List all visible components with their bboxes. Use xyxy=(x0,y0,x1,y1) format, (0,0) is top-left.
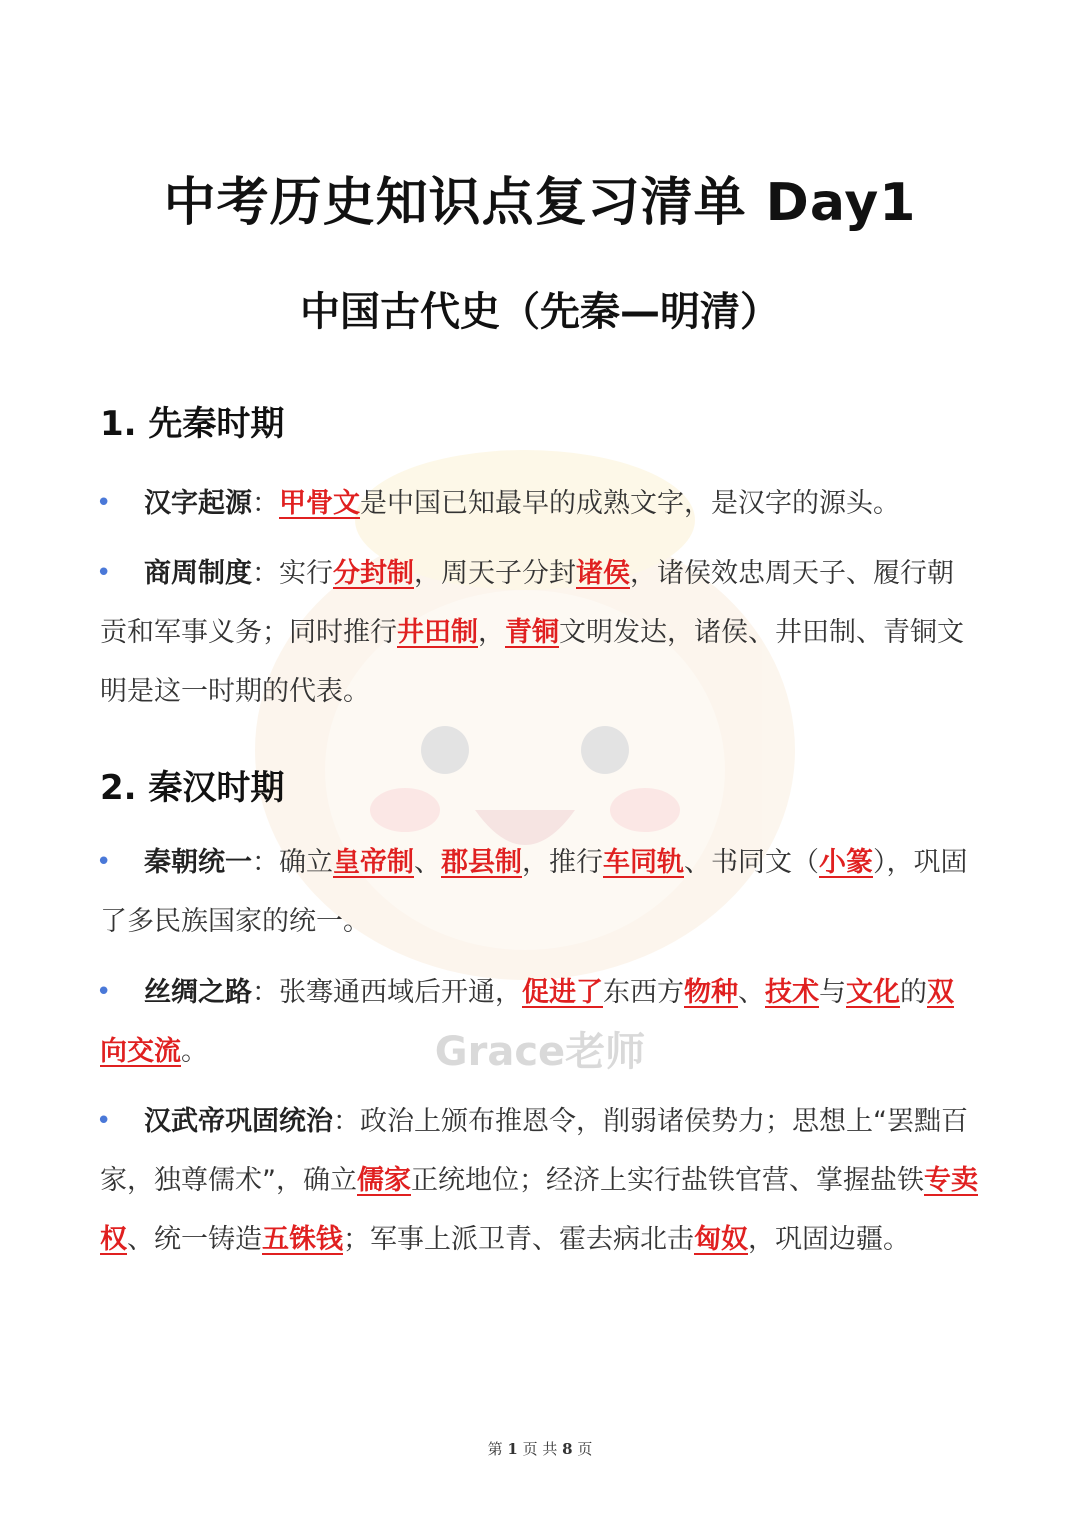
list-item xyxy=(96,474,980,533)
page-title: 中考历史知识点复习清单 Day1 xyxy=(163,173,917,233)
item-text: 与 xyxy=(819,977,846,1008)
item-text: 、书同文（ xyxy=(684,847,819,878)
section-heading: 1. 先秦时期 xyxy=(100,404,285,444)
item-text: ；军事上派卫青、霍去病北击 xyxy=(343,1224,694,1255)
item-text: ，诸侯效忠周天子、履行朝贡和军事义务；同时推行 xyxy=(100,558,954,648)
item-label: 丝绸之路 xyxy=(144,977,252,1008)
bullet-icon: • xyxy=(96,847,112,877)
item-separator: ： xyxy=(333,1106,360,1137)
item-text: 。 xyxy=(181,1036,208,1067)
highlight-term: 五铢钱 xyxy=(262,1224,343,1255)
item-text: 确立 xyxy=(279,847,333,878)
highlight-term: 郡县制 xyxy=(441,847,522,878)
highlight-term: 诸侯 xyxy=(576,558,630,589)
item-text: ，周天子分封 xyxy=(414,558,576,589)
bullet-icon: • xyxy=(96,977,112,1007)
page-footer xyxy=(0,1438,1080,1459)
highlight-term: 井田制 xyxy=(397,617,478,648)
item-text: 东西方 xyxy=(603,977,684,1008)
highlight-term: 技术 xyxy=(765,977,819,1008)
watermark-text: Grace老师 xyxy=(434,1029,646,1075)
item-separator: ： xyxy=(252,558,279,589)
page-total: 8 xyxy=(562,1440,573,1458)
highlight-term: 甲骨文 xyxy=(279,488,360,519)
section-heading: 2. 秦汉时期 xyxy=(100,768,285,808)
page-subtitle: 中国古代史（先秦—明清） xyxy=(300,289,780,335)
item-label: 汉字起源 xyxy=(144,488,252,519)
page-number: 1 xyxy=(507,1440,518,1458)
item-text: ，推行 xyxy=(522,847,603,878)
list-item xyxy=(96,1092,980,1269)
item-text: 文明发达，诸侯、井田制、青铜文明是这一时期的代表。 xyxy=(100,617,964,707)
item-text: 、 xyxy=(414,847,441,878)
item-separator: ： xyxy=(252,488,279,519)
highlight-term: 专卖权 xyxy=(100,1165,978,1255)
list-item xyxy=(96,833,980,951)
highlight-term: 分封制 xyxy=(333,558,414,589)
highlight-term: 匈奴 xyxy=(694,1224,748,1255)
footer-text: 第 xyxy=(487,1440,503,1458)
item-separator: ： xyxy=(252,847,279,878)
item-text: 的 xyxy=(900,977,927,1008)
item-label: 秦朝统一 xyxy=(144,847,252,878)
highlight-term: 双向交流 xyxy=(100,977,954,1067)
bullet-icon: • xyxy=(96,558,112,588)
footer-text: 页 共 xyxy=(522,1440,558,1458)
highlight-term: 儒家 xyxy=(357,1165,411,1196)
highlight-term: 促进了 xyxy=(522,977,603,1008)
item-text: 实行 xyxy=(279,558,333,589)
bullet-icon: • xyxy=(96,488,112,518)
item-text: 张骞通西域后开通， xyxy=(279,977,522,1008)
item-label: 汉武帝巩固统治 xyxy=(144,1106,333,1137)
item-separator: ： xyxy=(252,977,279,1008)
highlight-term: 车同轨 xyxy=(603,847,684,878)
item-text: ，巩固边疆。 xyxy=(748,1224,910,1255)
footer-text: 页 xyxy=(577,1440,593,1458)
bullet-icon: • xyxy=(96,1106,112,1136)
item-label: 商周制度 xyxy=(144,558,252,589)
highlight-term: 皇帝制 xyxy=(333,847,414,878)
highlight-term: 青铜 xyxy=(505,617,559,648)
list-item xyxy=(96,544,980,721)
highlight-term: 小篆 xyxy=(819,847,873,878)
item-text: ， xyxy=(478,617,505,648)
item-text: 、 xyxy=(738,977,765,1008)
item-text: 政治上颁布推恩令，削弱诸侯势力；思想上“罢黜百家，独尊儒术”，确立 xyxy=(100,1106,968,1196)
item-text: 、统一铸造 xyxy=(127,1224,262,1255)
highlight-term: 文化 xyxy=(846,977,900,1008)
item-text: ），巩固了多民族国家的统一。 xyxy=(100,847,968,937)
list-item xyxy=(96,963,980,1081)
highlight-term: 物种 xyxy=(684,977,738,1008)
item-text: 是中国已知最早的成熟文字，是汉字的源头。 xyxy=(360,488,900,519)
item-text: 正统地位；经济上实行盐铁官营、掌握盐铁 xyxy=(411,1165,924,1196)
